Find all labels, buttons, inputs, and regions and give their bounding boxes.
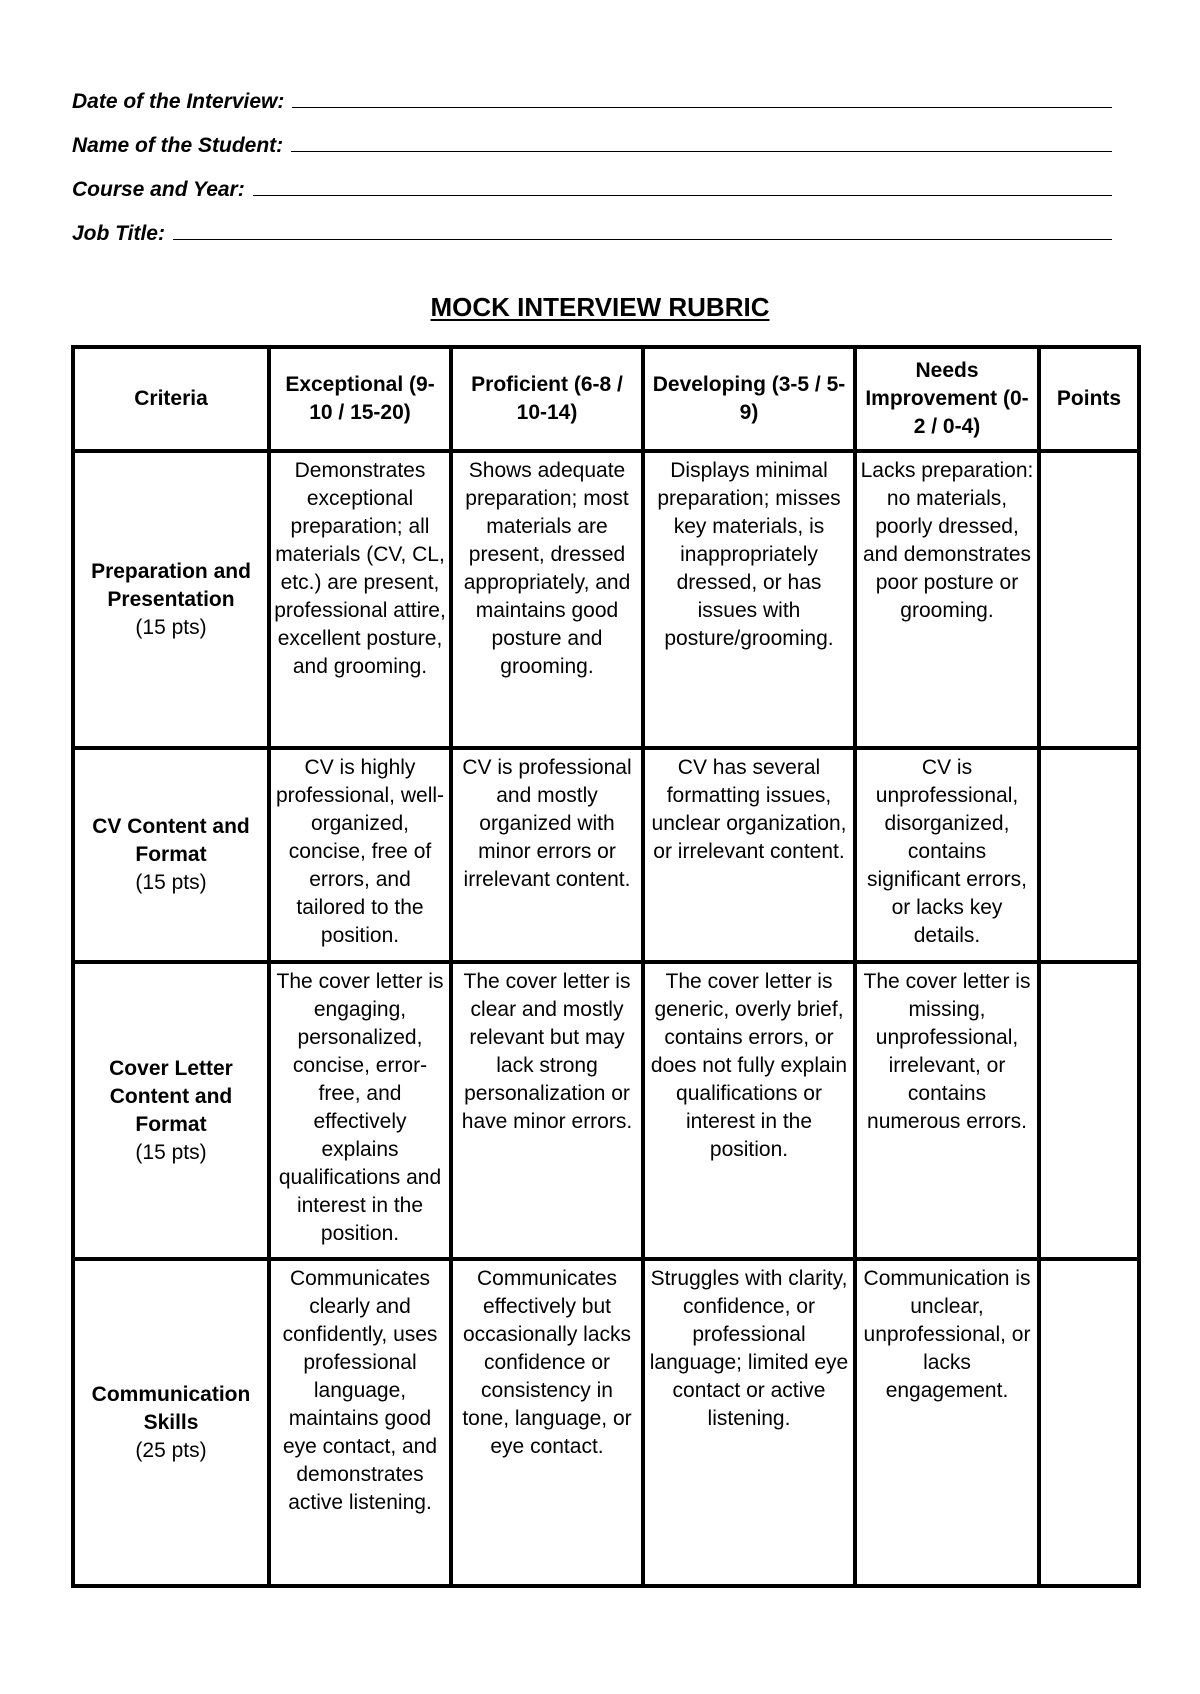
job-title-field[interactable] <box>72 202 1112 246</box>
table-row <box>73 962 1139 1259</box>
rubric-title: MOCK INTERVIEW RUBRIC <box>430 292 770 322</box>
header-developing: Developing (3-5 / 5-9) <box>643 347 855 451</box>
course-year-field-label: Course and Year: <box>72 178 245 201</box>
exceptional-cell: Communicates clearly and confidently, uses professional language, maintains good eye contact, and demonstrates active listening. <box>269 1259 451 1586</box>
table-row <box>73 451 1139 748</box>
developing-cell: Struggles with clarity, confidence, or professional language; limited eye contact or active listening. <box>643 1259 855 1586</box>
criterion-points: (15 pts) <box>135 871 207 894</box>
date-field-label: Date of the Interview: <box>72 90 285 113</box>
developing-cell: The cover letter is generic, overly brief, contains errors, or does not fully explain qualifications or interest in the position. <box>643 962 855 1259</box>
exceptional-cell: The cover letter is engaging, personalized, concise, error-free, and effectively explains qualifications and interest in the position. <box>269 962 451 1259</box>
proficient-cell: The cover letter is clear and mostly relevant but may lack strong personalization or have minor errors. <box>451 962 643 1259</box>
course-year-field[interactable] <box>72 158 1112 202</box>
proficient-cell: Communicates effectively but occasionally lacks confidence or consistency in tone, language, or eye contact. <box>451 1259 643 1586</box>
developing-cell: Displays minimal preparation; misses key materials, is inappropriately dressed, or has issues with posture/grooming. <box>643 451 855 748</box>
criterion-name: Preparation and Presentation <box>91 559 251 611</box>
rubric-table <box>71 345 1141 1588</box>
points-cell[interactable] <box>1039 1259 1139 1586</box>
job-title-field-label: Job Title: <box>72 222 165 245</box>
points-cell[interactable] <box>1039 962 1139 1259</box>
criterion-name: CV Content and Format <box>92 815 250 866</box>
student-name-field-label: Name of the Student: <box>72 134 284 157</box>
course-year-field-blank[interactable] <box>253 195 1112 196</box>
criterion-points: (25 pts) <box>135 1438 207 1462</box>
table-row <box>73 1259 1139 1586</box>
proficient-cell: CV is professional and mostly organized with minor errors or irrelevant content. <box>451 748 643 962</box>
criterion-cell <box>73 451 269 748</box>
header-proficient: Proficient (6-8 / 10-14) <box>451 347 643 451</box>
criterion-cell <box>73 1259 269 1586</box>
needs-improvement-cell: Communication is unclear, unprofessional, or lacks engagement. <box>855 1259 1039 1586</box>
proficient-cell: Shows adequate preparation; most materials are present, dressed appropriately, and maintains good posture and grooming. <box>451 451 643 748</box>
needs-improvement-cell: Lacks preparation: no materials, poorly dressed, and demonstrates poor posture or grooming. <box>855 451 1039 748</box>
criterion-name: Communication Skills <box>91 1382 251 1434</box>
criterion-points: (15 pts) <box>135 1140 207 1164</box>
header-points: Points <box>1039 347 1139 451</box>
exceptional-cell: Demonstrates exceptional preparation; all materials (CV, CL, etc.) are present, professional attire, excellent posture, and grooming. <box>269 451 451 748</box>
date-field-blank[interactable] <box>292 107 1112 108</box>
needs-improvement-cell: The cover letter is missing, unprofessional, irrelevant, or contains numerous errors. <box>855 962 1039 1259</box>
points-cell[interactable] <box>1039 451 1139 748</box>
header-exceptional: Exceptional (9-10 / 15-20) <box>269 347 451 451</box>
header-criteria: Criteria <box>73 347 269 451</box>
criterion-cell <box>73 962 269 1259</box>
criterion-name: Cover Letter Content and Format <box>109 1056 233 1136</box>
points-cell[interactable] <box>1039 748 1139 962</box>
student-name-field[interactable] <box>72 114 1112 158</box>
table-row <box>73 748 1139 962</box>
date-field[interactable] <box>72 70 1112 114</box>
exceptional-cell: CV is highly professional, well-organized, concise, free of errors, and tailored to the position. <box>269 748 451 962</box>
criterion-cell <box>73 748 269 962</box>
rubric-title-container <box>0 292 1200 323</box>
header-needs-improvement: Needs Improvement (0-2 / 0-4) <box>855 347 1039 451</box>
table-header-row <box>73 347 1139 451</box>
student-name-field-blank[interactable] <box>291 151 1112 152</box>
needs-improvement-cell: CV is unprofessional, disorganized, contains significant errors, or lacks key details. <box>855 748 1039 962</box>
developing-cell: CV has several formatting issues, unclear organization, or irrelevant content. <box>643 748 855 962</box>
student-info-fields <box>72 70 1112 246</box>
job-title-field-blank[interactable] <box>173 239 1112 240</box>
criterion-points: (15 pts) <box>135 615 207 639</box>
